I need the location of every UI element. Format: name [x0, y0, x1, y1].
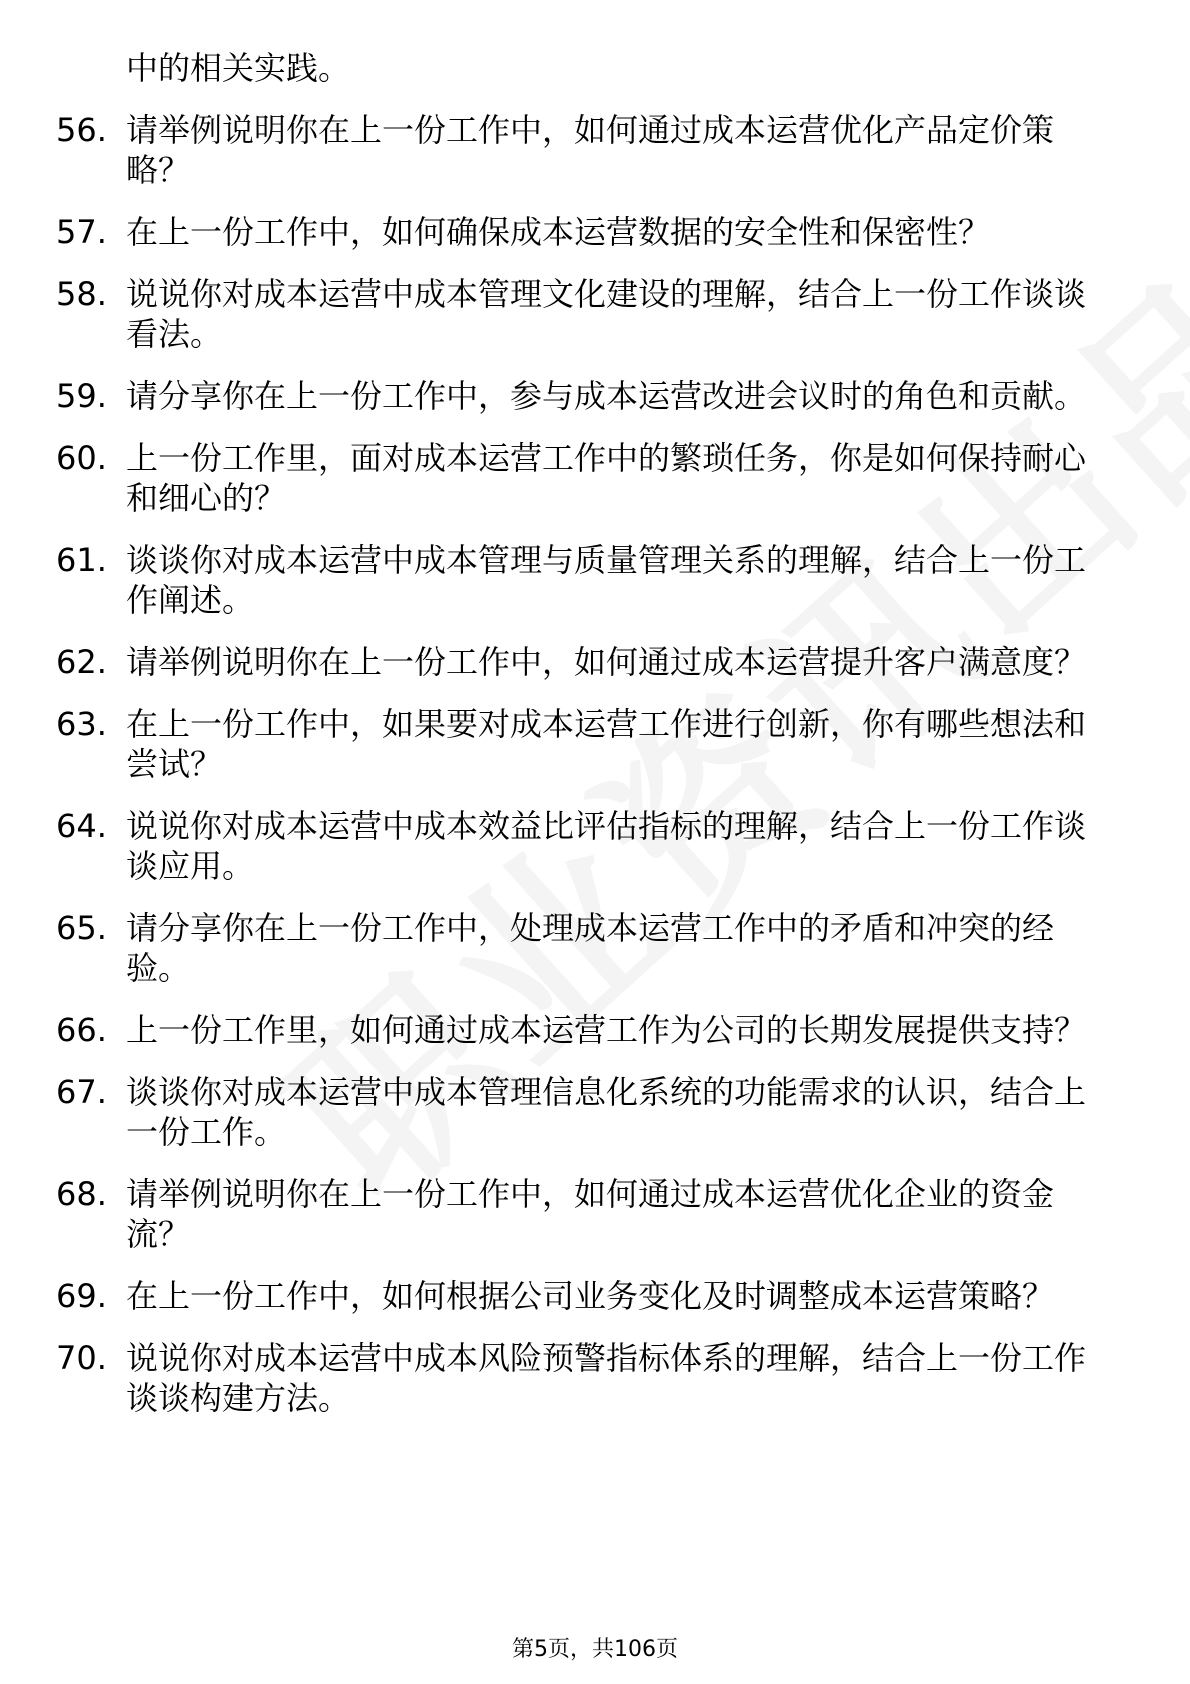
page-number-label: 第5页，共106页 [512, 1637, 678, 1662]
question-item [56, 1072, 1116, 1152]
question-number: 64. [56, 807, 107, 845]
question-number: 57. [56, 213, 107, 251]
question-text: 在上一份工作中，如何确保成本运营数据的安全性和保密性？ [126, 213, 991, 251]
question-text: 谈谈你对成本运营中成本管理信息化系统的功能需求的认识，结合上一份工作。 [126, 1073, 1087, 1151]
question-item [56, 540, 1116, 620]
question-number: 63. [56, 705, 107, 743]
question-item [56, 704, 1116, 784]
question-number: 61. [56, 541, 107, 579]
question-item [56, 1010, 1116, 1050]
question-list [56, 48, 1116, 1440]
question-item [56, 438, 1116, 518]
question-item [56, 642, 1116, 682]
question-text: 请举例说明你在上一份工作中，如何通过成本运营优化产品定价策略？ [126, 111, 1055, 189]
question-item [56, 212, 1116, 252]
question-number: 70. [56, 1339, 107, 1377]
question-item [56, 1276, 1116, 1316]
question-item [56, 1338, 1116, 1418]
question-item [56, 274, 1116, 354]
continuation-text: 中的相关实践。 [126, 49, 351, 87]
question-item [56, 110, 1116, 190]
question-text: 上一份工作里，如何通过成本运营工作为公司的长期发展提供支持？ [126, 1011, 1087, 1049]
question-number: 68. [56, 1175, 107, 1213]
question-item [56, 1174, 1116, 1254]
question-number: 69. [56, 1277, 107, 1315]
question-number: 59. [56, 377, 107, 415]
question-number: 56. [56, 111, 107, 149]
question-number: 65. [56, 909, 107, 947]
question-item [56, 908, 1116, 988]
question-number: 67. [56, 1073, 107, 1111]
question-text: 在上一份工作中，如何根据公司业务变化及时调整成本运营策略？ [126, 1277, 1055, 1315]
question-text: 请分享你在上一份工作中，处理成本运营工作中的矛盾和冲突的经验。 [126, 909, 1055, 987]
question-text: 说说你对成本运营中成本效益比评估指标的理解，结合上一份工作谈谈应用。 [126, 807, 1087, 885]
question-text: 请举例说明你在上一份工作中，如何通过成本运营提升客户满意度？ [126, 643, 1087, 681]
question-text: 上一份工作里，面对成本运营工作中的繁琐任务，你是如何保持耐心和细心的？ [126, 439, 1087, 517]
question-item [56, 376, 1116, 416]
question-number: 58. [56, 275, 107, 313]
question-text: 请分享你在上一份工作中，参与成本运营改进会议时的角色和贡献。 [126, 377, 1087, 415]
question-number: 60. [56, 439, 107, 477]
question-text: 在上一份工作中，如果要对成本运营工作进行创新，你有哪些想法和尝试？ [126, 705, 1087, 783]
question-number: 66. [56, 1011, 107, 1049]
question-number: 62. [56, 643, 107, 681]
question-text: 说说你对成本运营中成本风险预警指标体系的理解，结合上一份工作谈谈构建方法。 [126, 1339, 1087, 1417]
question-item [56, 806, 1116, 886]
page-footer [0, 1636, 1190, 1664]
question-text: 谈谈你对成本运营中成本管理与质量管理关系的理解，结合上一份工作阐述。 [126, 541, 1087, 619]
question-text: 请举例说明你在上一份工作中，如何通过成本运营优化企业的资金流？ [126, 1175, 1055, 1253]
question-text: 说说你对成本运营中成本管理文化建设的理解，结合上一份工作谈谈看法。 [126, 275, 1087, 353]
